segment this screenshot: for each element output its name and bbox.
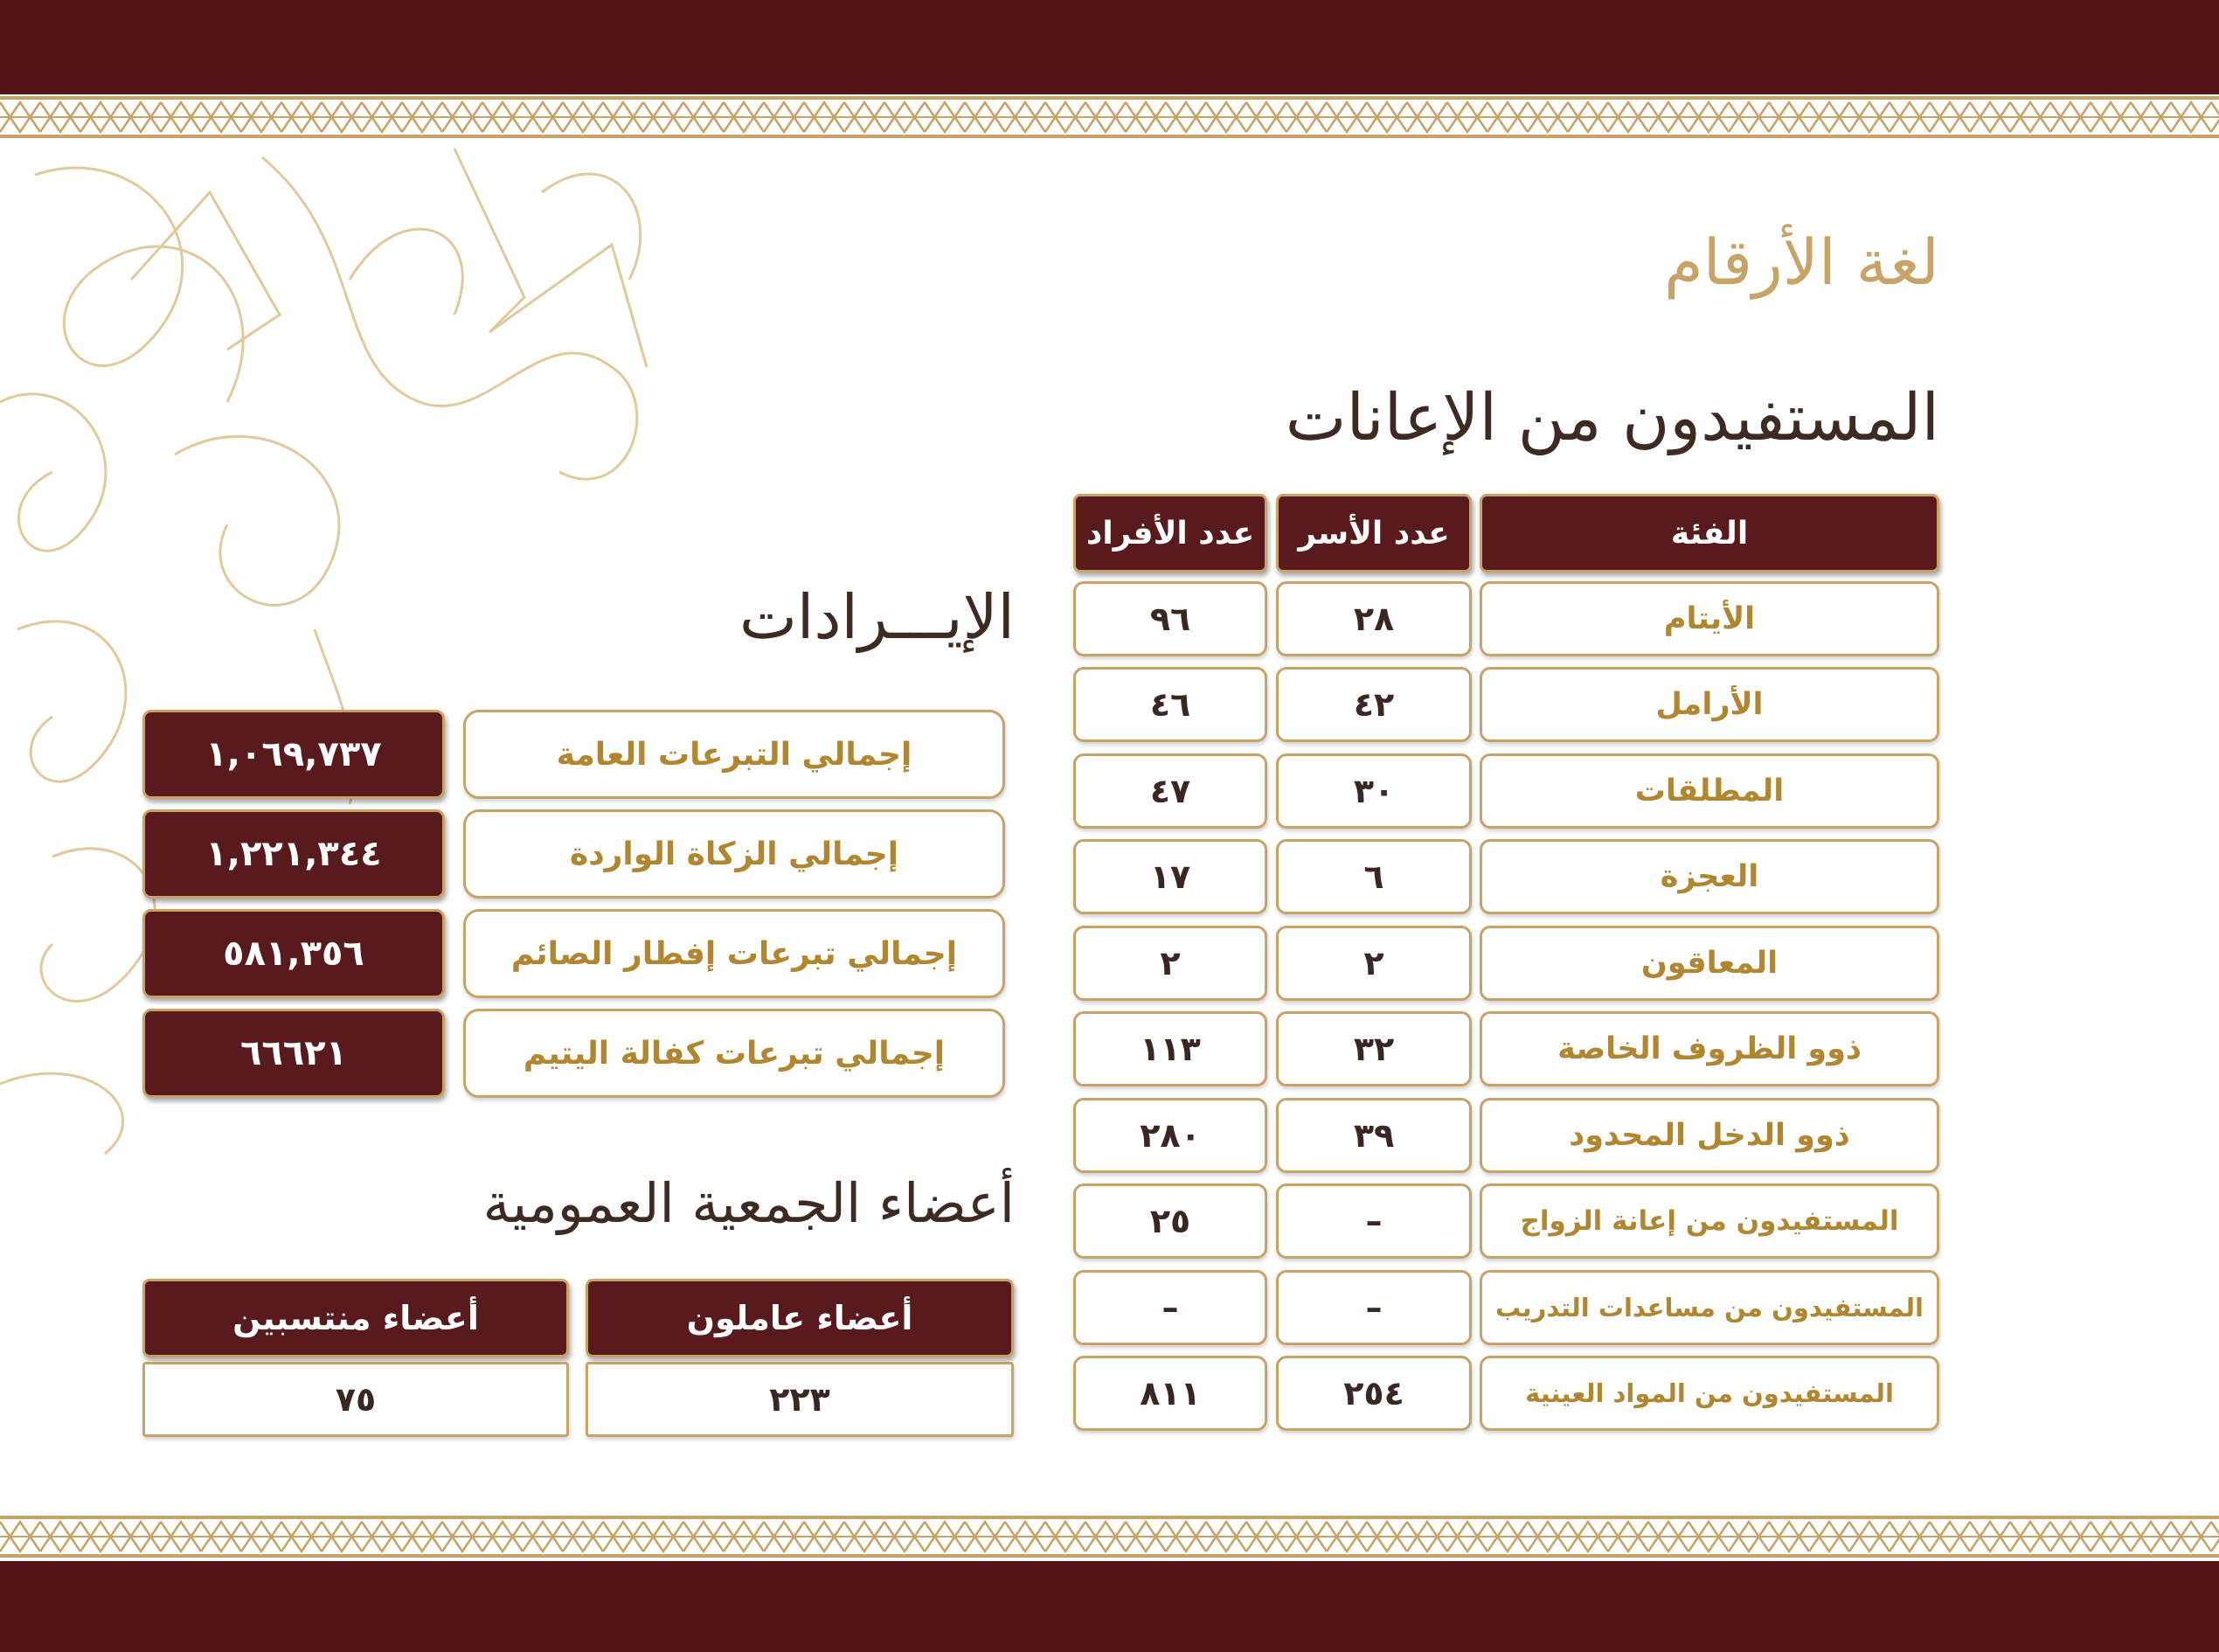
working-members-header: أعضاء عاملون [586,1279,1014,1357]
row-families: – [1276,1270,1472,1345]
row-individuals: ٤٧ [1073,753,1267,829]
bottom-band [0,1561,2219,1652]
row-families: ٢ [1276,926,1472,1001]
revenue-value: ٥٨١,٣٥٦ [142,909,445,998]
row-families: ٣٠ [1276,753,1472,829]
row-category: المستفيدون من مساعدات التدريب [1480,1270,1939,1345]
revenue-label: إجمالي التبرعات العامة [463,710,1005,799]
revenue-value: ١,٠٦٩,٧٣٧ [142,710,445,799]
row-category: المستفيدون من إعانة الزواج [1480,1183,1939,1259]
row-individuals: – [1073,1270,1267,1345]
row-individuals: ٤٦ [1073,667,1267,742]
revenue-label: إجمالي تبرعات كفالة اليتيم [463,1009,1005,1098]
revenue-label: إجمالي تبرعات إفطار الصائم [463,909,1005,998]
row-category: ذوو الدخل المحدود [1480,1098,1939,1173]
row-category: ذوو الظروف الخاصة [1480,1011,1939,1086]
revenues-title: الإيـــرادات [739,581,1015,653]
affiliate-members-header: أعضاء منتسبين [142,1279,569,1357]
row-individuals: ٢٨٠ [1073,1098,1267,1173]
row-individuals: ١١٣ [1073,1011,1267,1086]
row-families: ٦ [1276,839,1472,914]
row-category: العجزة [1480,839,1939,914]
header-families: عدد الأسر [1276,494,1472,573]
row-individuals: ١٧ [1073,839,1267,914]
row-individuals: ٢ [1073,926,1267,1001]
row-families: – [1276,1183,1472,1259]
row-category: الأرامل [1480,667,1939,742]
top-band [0,0,2219,94]
row-families: ٤٢ [1276,667,1472,742]
row-category: المعاقون [1480,926,1939,1001]
revenue-value: ١,٢٢١,٣٤٤ [142,809,445,899]
row-families: ٢٨ [1276,581,1472,656]
row-category: الأيتام [1480,581,1939,656]
beneficiaries-title: المستفيدون من الإعانات [1285,380,1939,455]
row-individuals: ٨١١ [1073,1356,1267,1431]
members-title: أعضاء الجمعية العمومية [482,1171,1015,1235]
revenue-value: ٦٦٦٢١ [142,1009,445,1098]
row-families: ٣٢ [1276,1011,1472,1086]
row-category: المطلقات [1480,753,1939,829]
header-category: الفئة [1480,494,1939,573]
bottom-ornament-strip [0,1514,2219,1559]
row-category: المستفيدون من المواد العينية [1480,1356,1939,1431]
row-individuals: ٢٥ [1073,1183,1267,1259]
working-members-value: ٢٢٣ [586,1362,1014,1437]
row-families: ٣٩ [1276,1098,1472,1173]
row-families: ٢٥٤ [1276,1356,1472,1431]
header-individuals: عدد الأفراد [1073,494,1267,573]
page-title: لغة الأرقام [1664,226,1939,299]
revenue-label: إجمالي الزكاة الواردة [463,809,1005,899]
top-ornament-strip [0,94,2219,140]
row-individuals: ٩٦ [1073,581,1267,656]
affiliate-members-value: ٧٥ [142,1362,569,1437]
